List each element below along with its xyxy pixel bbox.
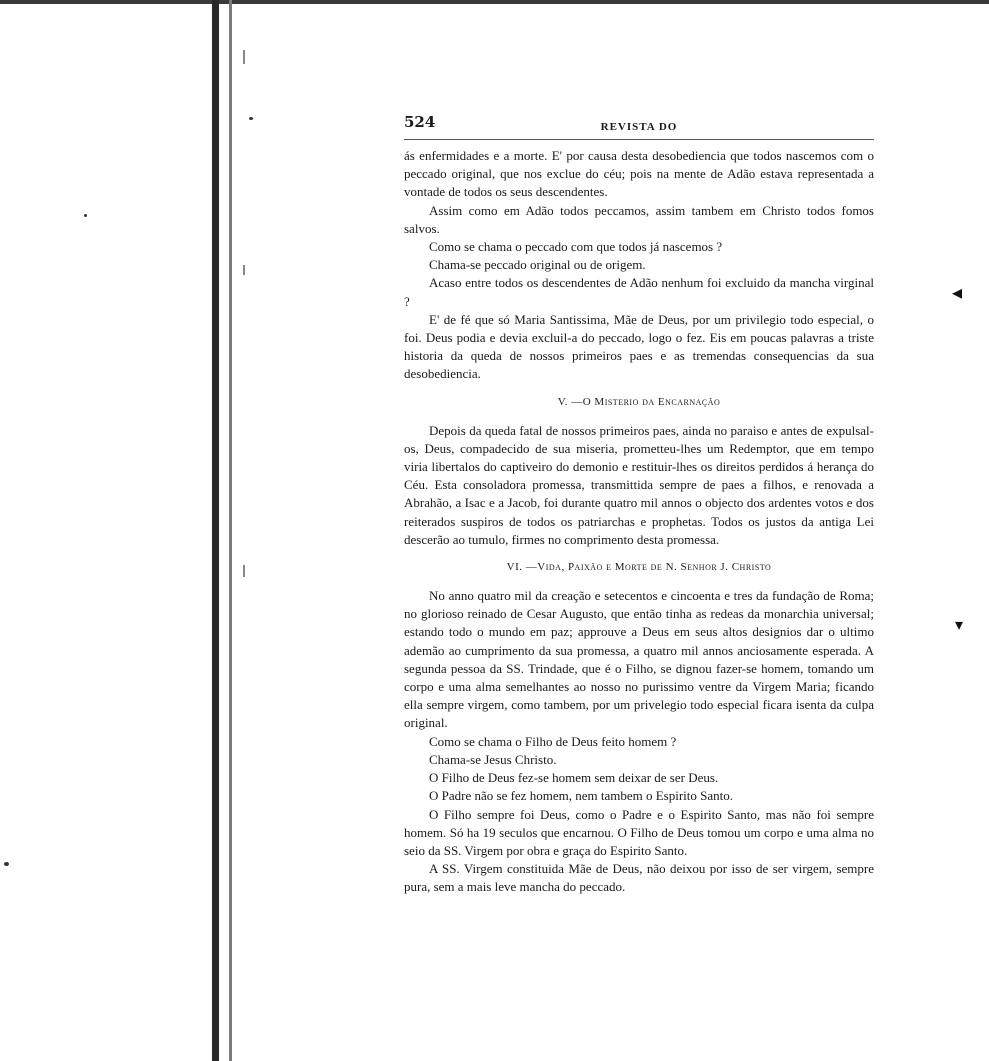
question: Como se chama o peccado com que todos já nascemos ? <box>429 239 723 255</box>
running-head: REVISTA DO <box>600 121 678 133</box>
header-rule <box>404 139 874 140</box>
paragraph: O Filho de Deus fez-se homem sem deixar de ser Deus. <box>429 770 719 786</box>
section-title-vi: VI. —Vida, Paixão e Morte de N. Senhor J. Christo <box>506 561 772 574</box>
scan-speck <box>84 214 87 217</box>
scan-mark <box>243 50 245 64</box>
paragraph: Assim como em Adão todos peccamos, assim tambem em Christo todos fomos salvos. <box>404 202 874 236</box>
margin-arrow-icon: ▾ <box>955 615 964 634</box>
paragraph: E' de fé que só Maria Santissima, Mãe de Deus, por um privilegio todo especial, o foi. Deus podia e devia excluil-a do peccado, logo o fez. Eis em poucas palavras a triste historia da queda de nossos primeiros paes e as tremendas consequencias da sua desobediencia. <box>404 311 874 382</box>
scan-mark <box>243 265 245 275</box>
book-gutter-shadow <box>212 0 219 1061</box>
page-edge-line <box>229 0 232 1061</box>
scan-speck <box>249 117 253 120</box>
scan-speck <box>4 862 9 866</box>
answer: Chama-se Jesus Christo. <box>429 751 557 767</box>
page-number: 524 <box>404 113 436 131</box>
paragraph: O Filho sempre foi Deus, como o Padre e o Espirito Santo, mas não foi sempre homem. Só ha 19 seculos que encarnou. O Filho de Deus tomou um corpo e uma alma no seio da SS. Virgem por obra e graça do Espirito Santo. <box>404 806 874 858</box>
paragraph: No anno quatro mil da creação e setecentos e cincoenta e tres da fundação de Roma; no glorioso reinado de Cesar Augusto, que então tinha as redeas da monarchia universal; estando todo o mundo em paz; approuve a Deus em seus altos designios dar o ultimo ademão ao cumprimento da sua promessa, a quatro mil annos anciosamente esperada. A segunda pessoa da SS. Trindade, que é o Filho, se dignou fazer-se homem, tomando um corpo e uma alma semelhantes ao nosso no purissimo ventre da Virgem Maria; ficando ella sempre virgem, como tambem, por um privelegio todo especial ficara isenta da culpa original. <box>404 588 874 731</box>
paragraph: Depois da queda fatal de nossos primeiros paes, ainda no paraiso e antes de expulsal-os, Deus, compadecido de sua miseria, prometteu-lhes um Redemptor, que em tempo viria libertalos do captiveiro do demonio e restituir-lhes os direitos perdidos á herança do Céu. Esta consoladora promessa, transmittida sempre de paes a filhos, e renovada a Abrahão, a Isac e a Jacob, foi durante quatro mil annos o objecto dos ardentes votos e dos reiterados suspiros de todos os patriarchas e prophetas. Todos os justos da antiga Lei descerão ao tumulo, firmes no comprimento desta promessa. <box>404 422 874 547</box>
section-title-v: V. —O Misterio da Encarnação <box>557 395 721 408</box>
paragraph: O Padre não se fez homem, nem tambem o Espirito Santo. <box>429 788 733 804</box>
question: Acaso entre todos os descendentes de Adão nenhum foi excluido da mancha virginal ? <box>404 275 874 309</box>
book-page <box>404 113 874 897</box>
answer: Chama-se peccado original ou de origem. <box>429 257 646 273</box>
page-header <box>404 113 874 135</box>
scan-top-edge <box>0 0 989 4</box>
paragraph: A SS. Virgem constituida Mãe de Deus, não deixou por isso de ser virgem, sempre pura, sem a mais leve mancha do peccado. <box>404 861 874 895</box>
margin-arrow-icon: ◂ <box>952 280 963 304</box>
question: Como se chama o Filho de Deus feito homem ? <box>429 733 677 749</box>
paragraph: ás enfermidades e a morte. E' por causa desta desobediencia que todos nascemos com o peccado original, que nos exclue do céu; pois na mente de Adão estava representada a vontade de todos os seus descendentes. <box>404 148 874 200</box>
scan-mark <box>243 565 245 577</box>
